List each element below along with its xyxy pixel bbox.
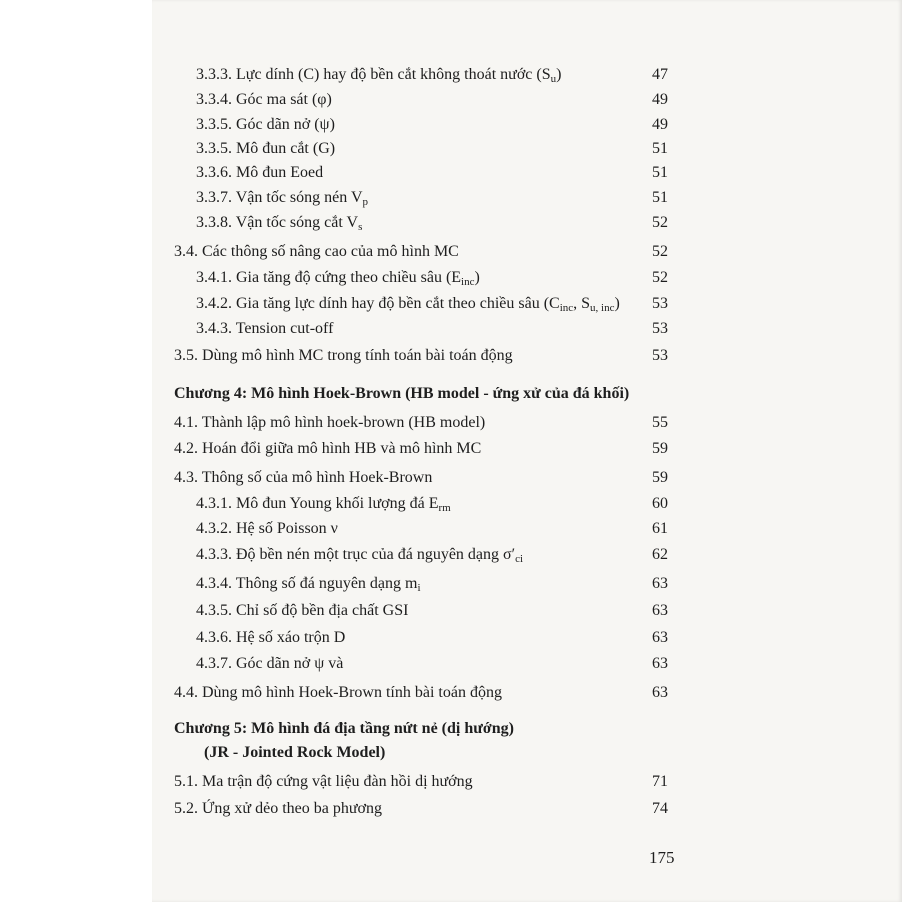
chapter-5-heading: Chương 5: Mô hình đá địa tầng nứt nẻ (dị hướng) xyxy=(174,720,514,737)
chapter-4-heading: Chương 4: Mô hình Hoek-Brown (HB model - ứng xử của đá khối) xyxy=(174,385,630,402)
chapter-5-subheading: (JR - Jointed Rock Model) xyxy=(204,744,386,761)
page-number: 175 xyxy=(649,848,675,867)
